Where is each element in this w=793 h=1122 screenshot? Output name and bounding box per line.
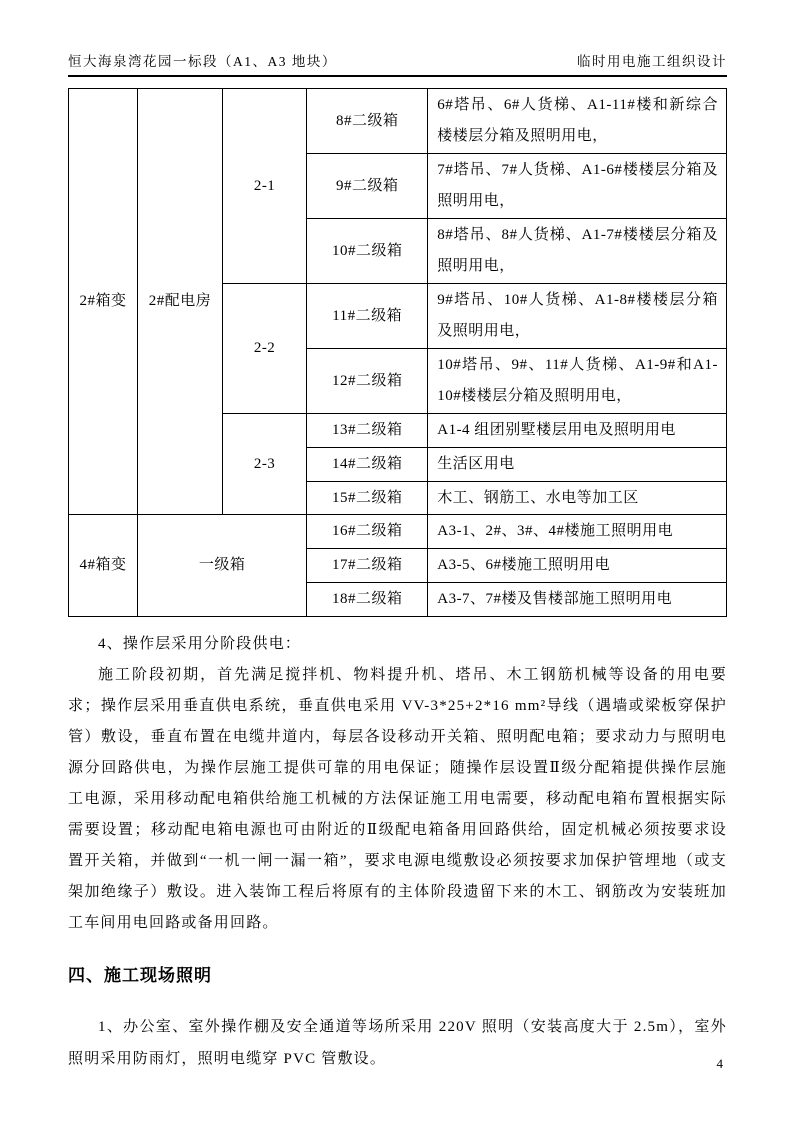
transformer-cell: 4#箱变 [69,515,138,616]
secondary-box-cell: 17#二级箱 [307,549,428,583]
section-heading: 四、施工现场照明 [68,965,212,985]
header-project-title: 恒大海泉湾花园一标段（A1、A3 地块） [68,54,337,69]
load-description-cell: A3-5、6#楼施工照明用电 [428,549,727,583]
load-description-cell: A1-4 组团别墅楼层用电及照明用电 [428,414,727,448]
secondary-box-cell: 15#二级箱 [307,481,428,515]
item1-paragraph: 1、办公室、室外操作棚及安全通道等场所采用 220V 照明（安装高度大于 2.5m），室外照明采用防雨灯，照明电缆穿 PVC 管敷设。 [68,1018,727,1067]
secondary-box-cell: 16#二级箱 [307,515,428,549]
secondary-box-cell: 8#二级箱 [307,89,428,154]
circuit-group-cell: 2-1 [222,89,306,284]
circuit-group-cell: 2-3 [222,414,306,515]
doc-header [68,0,727,77]
secondary-box-cell: 10#二级箱 [307,219,428,284]
load-description-cell: 6#塔吊、6#人货梯、A1-11#楼和新综合楼楼层分箱及照明用电， [428,89,727,154]
secondary-box-cell: 14#二级箱 [307,447,428,481]
page-number: 4 [716,1056,723,1071]
load-description-cell: 10#塔吊、9#、11#人货梯、A1-9#和A1-10#楼楼层分箱及照明用电， [428,349,727,414]
header-doc-title: 临时用电施工组织设计 [577,54,727,69]
load-description-cell: 木工、钢筋工、水电等加工区 [428,481,727,515]
power-distribution-table [68,88,727,617]
item4-title: 4、操作层采用分阶段供电： [98,635,302,652]
secondary-box-cell: 18#二级箱 [307,582,428,616]
primary-box-cell: 一级箱 [138,515,307,616]
secondary-box-cell: 11#二级箱 [307,284,428,349]
secondary-box-cell: 9#二级箱 [307,154,428,219]
page-content [68,0,727,1075]
secondary-box-cell: 12#二级箱 [307,349,428,414]
load-description-cell: 生活区用电 [428,447,727,481]
load-description-cell: A3-7、7#楼及售楼部施工照明用电 [428,582,727,616]
item4-paragraph: 施工阶段初期，首先满足搅拌机、物料提升机、塔吊、木工钢筋机械等设备的用电要求；操作层采用垂直供电系统，垂直供电采用 VV-3*25+2*16 mm²导线（遇墙或梁板穿保护管）敷设，垂直布置在电缆井道内，每层各设移动开关箱、照明配电箱；要求动力与照明电源分回路供电，为操作层施工提供可靠的用电保证；随操作层设置Ⅱ级分配箱提供操作层施工电源，采用移动配电箱供给施工机械的方法保证施工用电需要，移动配电箱布置根据实际需要设置；移动配电箱电源也可由附近的Ⅱ级配电箱备用回路供给，固定机械必须按要求设置开关箱，并做到“一机一闸一漏一箱”，要求电源电缆敷设必须按要求加保护管埋地（或支架加绝缘子）敷设。进入装饰工程后将原有的主体阶段遗留下来的木工、钢筋改为安装班加工车间用电回路或备用回路。 [68,666,727,931]
load-description-cell: 8#塔吊、8#人货梯、A1-7#楼楼层分箱及照明用电， [428,219,727,284]
table-row [69,89,727,154]
load-description-cell: A3-1、2#、3#、4#楼施工照明用电 [428,515,727,549]
distribution-room-cell: 2#配电房 [138,89,223,515]
circuit-group-cell: 2-2 [222,284,306,414]
table-row [69,515,727,549]
secondary-box-cell: 13#二级箱 [307,414,428,448]
load-description-cell: 9#塔吊、10#人货梯、A1-8#楼楼层分箱及照明用电， [428,284,727,349]
load-description-cell: 7#塔吊、7#人货梯、A1-6#楼楼层分箱及照明用电， [428,154,727,219]
transformer-cell: 2#箱变 [69,89,138,515]
